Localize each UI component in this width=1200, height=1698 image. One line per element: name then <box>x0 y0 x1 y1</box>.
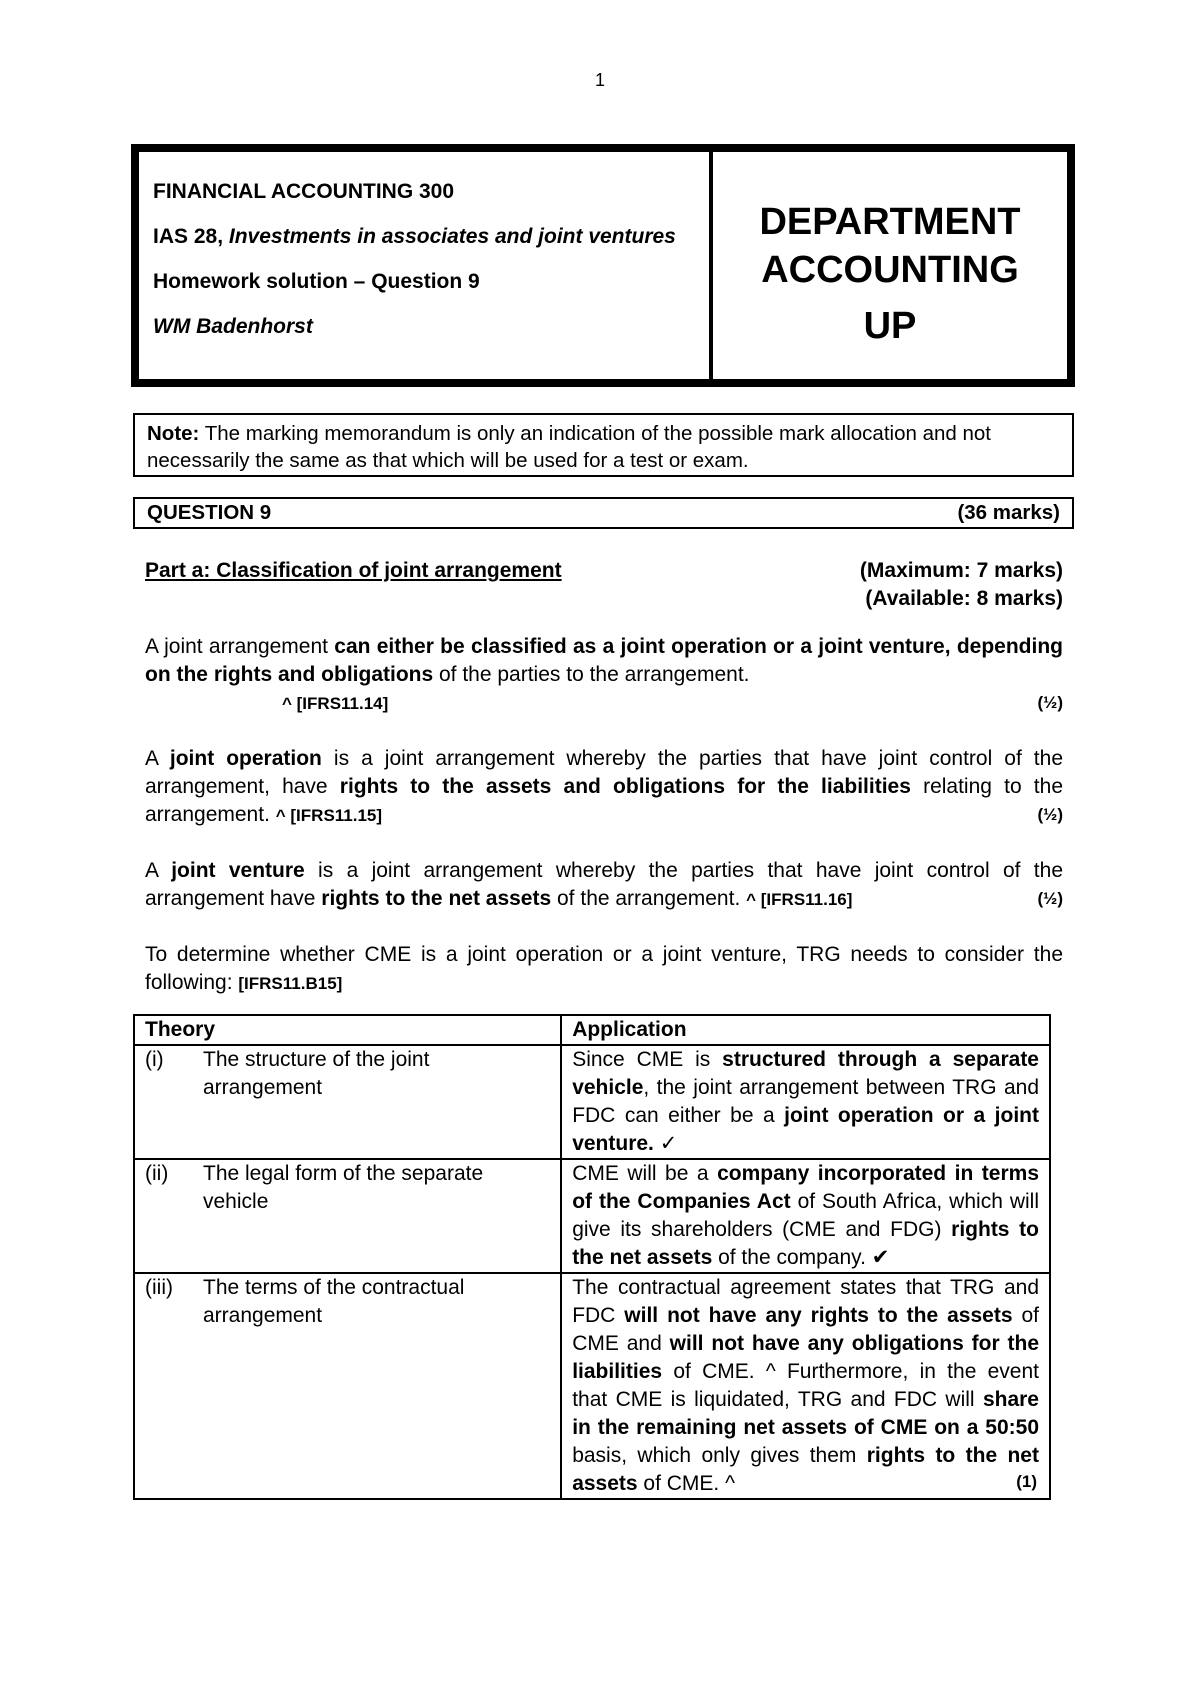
tick-icon: ✓ <box>653 1132 678 1155</box>
theory-application-table <box>133 1014 1051 1500</box>
paragraph-2: A joint operation is a joint arrangement whereby the parties that have joint control of the arrangement, have rights to the assets and obligations for the liabilities relating to the arrangement. ^ [IFRS11.15] (½) <box>145 745 1063 830</box>
question-marks: (36 marks) <box>957 501 1060 524</box>
page-number: 1 <box>594 70 605 90</box>
mark: (½) <box>1037 693 1063 712</box>
part-a-marks <box>860 557 1063 613</box>
table-row: (iii) The terms of the contractual arrangement The contractual agreement states that TRG and FDC will not have any rights to the assets of CME and will not have any obligations for the liabilities of CME. ^ Furthermore, in the event that CME is liquidated, TRG and FDC will share in the remaining net assets of CME on a 50:50 basis, which only gives them rights to the net assets of CME. ^ (1) <box>134 1273 1050 1499</box>
header-box <box>131 144 1075 387</box>
standard-line: IAS 28, Investments in associates and joint ventures <box>153 225 676 248</box>
table-row: (ii) The legal form of the separate vehicle CME will be a company incorporated in terms of the Companies Act of South Africa, which will give its shareholders (CME and FDG) rights to the net assets of the company. ✔ <box>134 1159 1050 1273</box>
mark: (½) <box>1037 889 1063 908</box>
question-header <box>133 497 1074 529</box>
solution-title: Homework solution – Question 9 <box>153 270 480 293</box>
maximum-marks: (Maximum: 7 marks) <box>859 559 1063 582</box>
dept-line3: UP <box>863 305 917 347</box>
note-text: The marking memorandum is only an indication of the possible mark allocation and not necessarily the same as that which will be used for a test or exam. <box>147 422 991 472</box>
course-title: FINANCIAL ACCOUNTING 300 <box>153 180 455 203</box>
available-marks: (Available: 8 marks) <box>865 587 1063 610</box>
application-header: Application <box>561 1015 1050 1045</box>
theory-header: Theory <box>134 1015 561 1045</box>
note-box <box>133 413 1074 477</box>
part-a-heading <box>145 557 1063 613</box>
table-header-row <box>134 1015 1050 1045</box>
paragraph-3: A joint venture is a joint arrangement whereby the parties that have joint control of the arrangement have rights to the net assets of the arrangement. ^ [IFRS11.16] (½) <box>145 857 1063 914</box>
dept-line2: ACCOUNTING <box>761 249 1019 291</box>
department-block <box>713 152 1067 379</box>
part-a-title: Part a: Classification of joint arrangement <box>145 559 562 582</box>
table-row: (i) The structure of the joint arrangement Since CME is structured through a separate vehicle, the joint arrangement between TRG and FDC can either be a joint operation or a joint venture. ✓ <box>134 1045 1050 1159</box>
paragraph-4: To determine whether CME is a joint operation or a joint venture, TRG needs to consider the following: [IFRS11.B15] <box>145 943 1063 994</box>
dept-line1: DEPARTMENT <box>759 201 1021 243</box>
mark: (½) <box>1037 805 1063 824</box>
author: WM Badenhorst <box>153 315 313 338</box>
paragraph-1: A joint arrangement can either be classified as a joint operation or a joint venture, depending on the rights and obligations of the parties to the arrangement. <box>145 635 1063 686</box>
note-label: Note: <box>147 422 200 445</box>
course-info <box>139 152 713 379</box>
mark: (1) <box>1016 1472 1037 1491</box>
paragraph-1-ref: ^ [IFRS11.14] (½) <box>145 689 1063 718</box>
question-title: QUESTION 9 <box>147 501 272 524</box>
